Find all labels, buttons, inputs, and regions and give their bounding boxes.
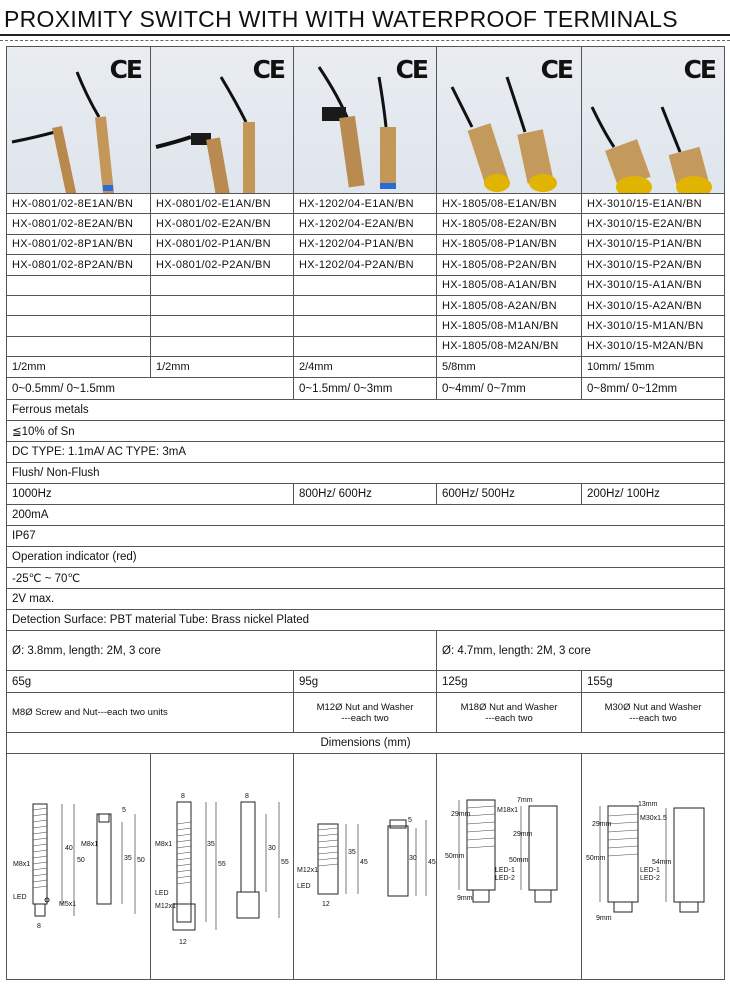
model-cell: HX-0801/02-8E2AN/BN <box>6 214 151 234</box>
label: 40 <box>65 845 73 852</box>
model-cell: HX-1202/04-E1AN/BN <box>294 194 437 214</box>
drawing-m12 <box>294 754 437 980</box>
range-cell: 0~0.5mm/ 0~1.5mm <box>6 378 294 400</box>
label: 55 <box>281 859 289 866</box>
label: 9mm <box>596 915 612 922</box>
label: 54mm <box>652 859 672 866</box>
temperature-row: -25℃ ~ 70℃ <box>6 568 725 589</box>
model-cell: HX-1202/04-P2AN/BN <box>294 255 437 275</box>
label: 50 <box>137 857 145 864</box>
ce-mark-icon: CE <box>109 55 141 84</box>
protection-row: IP67 <box>6 526 725 547</box>
model-cell: HX-1805/08-A1AN/BN <box>437 276 582 296</box>
accessory-line: M12Ø Nut and Washer <box>316 701 414 713</box>
range-cell: 0~1.5mm/ 0~3mm <box>294 378 437 400</box>
label: 5 <box>408 817 412 824</box>
model-cell: HX-3010/15-M1AN/BN <box>582 316 725 336</box>
model-cell: HX-3010/15-A1AN/BN <box>582 276 725 296</box>
label: 50mm <box>586 855 606 862</box>
title-underline <box>0 34 730 36</box>
weight-cell: 155g <box>582 671 725 693</box>
model-cell: HX-0801/02-P2AN/BN <box>151 255 294 275</box>
title-dashed-rule <box>0 40 730 41</box>
accessory-cell: M8Ø Screw and Nut---each two units <box>6 693 294 733</box>
model-cell: HX-1202/04-P1AN/BN <box>294 235 437 255</box>
label: 45 <box>428 859 436 866</box>
ce-mark-icon: CE <box>683 55 715 84</box>
model-cell: HX-1805/08-E2AN/BN <box>437 214 582 234</box>
label: M12x1 <box>297 867 319 874</box>
mounting-row: Flush/ Non-Flush <box>6 463 725 484</box>
model-cell: HX-3010/15-P2AN/BN <box>582 255 725 275</box>
model-cell: HX-0801/02-8P1AN/BN <box>6 235 151 255</box>
model-cell: HX-3010/15-E1AN/BN <box>582 194 725 214</box>
model-cell: HX-1805/08-M1AN/BN <box>437 316 582 336</box>
model-cell: HX-3010/15-P1AN/BN <box>582 235 725 255</box>
distance-cell: 5/8mm <box>437 357 582 378</box>
label: M8x1 <box>81 841 99 848</box>
weight-cell: 65g <box>6 671 294 693</box>
product-photo-2 <box>151 46 294 194</box>
label: M8x1 <box>155 841 173 848</box>
frequency-cell: 1000Hz <box>6 484 294 505</box>
drawing-m8-long <box>151 754 294 980</box>
model-cell: HX-0801/02-8E1AN/BN <box>6 194 151 214</box>
accessory-line: M30Ø Nut and Washer <box>604 701 702 713</box>
label: 55 <box>218 861 226 868</box>
label: 8 <box>181 793 185 800</box>
label: 45 <box>360 859 368 866</box>
model-cell: HX-3010/15-M2AN/BN <box>582 337 725 357</box>
accessory-line: ---each two <box>629 712 677 724</box>
product-photo-5 <box>582 46 725 194</box>
label: M18x1 <box>497 807 519 814</box>
hysteresis-row: ≦10% of Sn <box>6 421 725 442</box>
indicator-row: Operation indicator (red) <box>6 547 725 568</box>
label: LED <box>297 883 311 890</box>
model-cell: HX-0801/02-E2AN/BN <box>151 214 294 234</box>
label: M12x1 <box>155 903 177 910</box>
frequency-cell: 800Hz/ 600Hz <box>294 484 437 505</box>
label: 29mm <box>513 831 533 838</box>
model-cell <box>6 337 151 357</box>
ce-mark-icon: CE <box>252 55 284 84</box>
label: 50mm <box>445 853 465 860</box>
distance-cell: 2/4mm <box>294 357 437 378</box>
distance-cell: 1/2mm <box>151 357 294 378</box>
label: 12 <box>322 901 330 908</box>
product-photo-4 <box>437 46 582 194</box>
dimension-drawing-1 <box>6 754 151 980</box>
dimension-drawing-2 <box>151 754 294 980</box>
model-cell: HX-1805/08-M2AN/BN <box>437 337 582 357</box>
model-cell: HX-1805/08-P2AN/BN <box>437 255 582 275</box>
range-cell: 0~4mm/ 0~7mm <box>437 378 582 400</box>
label: LED <box>155 890 169 897</box>
model-cell: HX-1805/08-A2AN/BN <box>437 296 582 316</box>
ce-mark-icon: CE <box>540 55 572 84</box>
product-photo-1 <box>6 46 151 194</box>
label: M8x1 <box>13 861 31 868</box>
label: 13mm <box>638 801 658 808</box>
model-cell: HX-1805/08-E1AN/BN <box>437 194 582 214</box>
accessory-cell <box>437 693 582 733</box>
frequency-cell: 200Hz/ 100Hz <box>582 484 725 505</box>
model-cell <box>151 276 294 296</box>
model-cell: HX-3010/15-A2AN/BN <box>582 296 725 316</box>
label: 5 <box>122 807 126 814</box>
model-cell <box>294 316 437 336</box>
model-cell <box>294 276 437 296</box>
model-cell <box>6 296 151 316</box>
drawing-m30 <box>582 754 725 980</box>
accessory-line: ---each two <box>341 712 389 724</box>
label: LED <box>13 894 27 901</box>
label: 7mm <box>517 797 533 804</box>
label: 30 <box>409 855 417 862</box>
label: 50mm <box>509 857 529 864</box>
model-cell <box>294 337 437 357</box>
model-cell <box>151 316 294 336</box>
product-photo-3 <box>294 46 437 194</box>
accessory-line: ---each two <box>485 712 533 724</box>
cable-cell: Ø: 4.7mm, length: 2M, 3 core <box>437 631 725 671</box>
label: LED-1 <box>495 867 515 874</box>
label: 35 <box>207 841 215 848</box>
range-cell: 0~8mm/ 0~12mm <box>582 378 725 400</box>
label: LED-2 <box>640 875 660 882</box>
ce-mark-icon: CE <box>395 55 427 84</box>
label: 50 <box>77 857 85 864</box>
drawing-m8-short <box>7 754 151 980</box>
dimension-drawing-3 <box>294 754 437 980</box>
drawing-m18 <box>437 754 582 980</box>
label: 30 <box>268 845 276 852</box>
cable-cell: Ø: 3.8mm, length: 2M, 3 core <box>6 631 437 671</box>
accessory-line: M18Ø Nut and Washer <box>460 701 558 713</box>
label: 35 <box>124 855 132 862</box>
model-cell <box>151 337 294 357</box>
frequency-cell: 600Hz/ 500Hz <box>437 484 582 505</box>
model-cell: HX-0801/02-8P2AN/BN <box>6 255 151 275</box>
model-cell: HX-0801/02-P1AN/BN <box>151 235 294 255</box>
label: 8 <box>245 793 249 800</box>
distance-cell: 1/2mm <box>6 357 151 378</box>
label: LED-1 <box>640 867 660 874</box>
label: 35 <box>348 849 356 856</box>
label: M30x1.5 <box>640 815 667 822</box>
label: 12 <box>179 939 187 946</box>
model-cell: HX-0801/02-E1AN/BN <box>151 194 294 214</box>
weight-cell: 125g <box>437 671 582 693</box>
model-cell <box>151 296 294 316</box>
voltage-drop-row: 2V max. <box>6 589 725 610</box>
label: 29mm <box>592 821 612 828</box>
accessory-cell <box>294 693 437 733</box>
label: 29mm <box>451 811 471 818</box>
load-row: 200mA <box>6 505 725 526</box>
target-row: Ferrous metals <box>6 400 725 421</box>
dimension-drawing-5 <box>582 754 725 980</box>
model-cell <box>6 276 151 296</box>
model-cell: HX-1805/08-P1AN/BN <box>437 235 582 255</box>
dimension-drawing-4 <box>437 754 582 980</box>
current-row: DC TYPE: 1.1mA/ AC TYPE: 3mA <box>6 442 725 463</box>
distance-cell: 10mm/ 15mm <box>582 357 725 378</box>
label: 9mm <box>457 895 473 902</box>
model-cell: HX-3010/15-E2AN/BN <box>582 214 725 234</box>
weight-cell: 95g <box>294 671 437 693</box>
page-title: PROXIMITY SWITCH WITH WITH WATERPROOF TERMINALS <box>4 6 678 32</box>
material-row: Detection Surface: PBT material Tube: Brass nickel Plated <box>6 610 725 631</box>
label: LED-2 <box>495 875 515 882</box>
accessory-cell <box>582 693 725 733</box>
label: 8 <box>37 923 41 930</box>
dimensions-header: Dimensions (mm) <box>6 733 725 754</box>
model-cell <box>6 316 151 336</box>
model-cell: HX-1202/04-E2AN/BN <box>294 214 437 234</box>
model-cell <box>294 296 437 316</box>
label: M5x1 <box>59 901 77 908</box>
